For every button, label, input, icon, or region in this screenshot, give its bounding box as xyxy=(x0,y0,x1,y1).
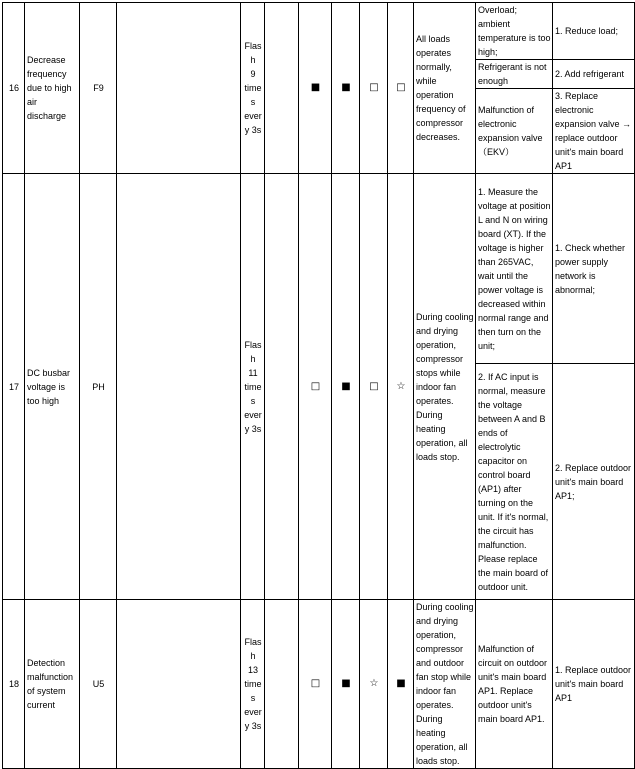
fault-number: 17 xyxy=(3,174,25,600)
possible-cause: Malfunction of circuit on outdoor unit's main board AP1. Replace outdoor unit's main board AP1. xyxy=(476,600,553,769)
flash-count: 11 times xyxy=(244,367,262,406)
flash-count: 13 times xyxy=(244,665,262,703)
table-row xyxy=(3,174,635,364)
flash-interval: every 3s xyxy=(244,111,262,135)
flash-indicator xyxy=(241,600,265,769)
unit-condition: During cooling and drying operation, compressor and outdoor fan stop while indoor fan operates. During heating operation, all loads stop. xyxy=(414,600,476,769)
unit-condition: All loads operates normally, while operation frequency of compressor decreases. xyxy=(414,3,476,174)
solution: 3. Replace electronic expansion valve → replace outdoor unit's main board AP1 xyxy=(553,89,635,174)
table-row xyxy=(3,600,635,769)
blank-cell xyxy=(265,600,299,769)
fault-code: F9 xyxy=(80,3,117,174)
fault-description: Detection malfunction of system current xyxy=(25,600,80,769)
table-row xyxy=(3,3,635,60)
flash-count: 9 times xyxy=(244,69,262,107)
solution: 1. Replace outdoor unit's main board AP1 xyxy=(553,600,635,769)
possible-cause: Malfunction of electronic expansion valve （EKV） xyxy=(476,89,553,174)
blank-cell xyxy=(117,174,241,600)
fault-table xyxy=(2,2,635,769)
indicator-2: ■ xyxy=(332,3,360,174)
flash-interval: every 3s xyxy=(244,409,262,434)
flash-label: Flash xyxy=(244,637,262,661)
solution: 1. Check whether power supply network is abnormal; xyxy=(553,174,635,364)
blank-cell xyxy=(117,600,241,769)
possible-cause: 1. Measure the voltage at position L and N on wiring board (XT). If the voltage is higher than 265VAC, wait until the power voltage is decreased within normal range and then turn on the unit; xyxy=(476,174,553,364)
indicator-2: ■ xyxy=(332,600,360,769)
blank-cell xyxy=(265,174,299,600)
indicator-4: ■ xyxy=(388,600,414,769)
solution: 2. Add refrigerant xyxy=(553,60,635,89)
flash-label: Flash xyxy=(244,41,262,65)
indicator-2: ■ xyxy=(332,174,360,600)
indicator-3: □ xyxy=(360,174,388,600)
indicator-3: ☆ xyxy=(360,600,388,769)
indicator-1: ■ xyxy=(299,3,332,174)
indicator-3: □ xyxy=(360,3,388,174)
flash-label: Flash xyxy=(244,339,262,364)
indicator-1: □ xyxy=(299,174,332,600)
unit-condition: During cooling and drying operation, compressor stops while indoor fan operates. During heating operation, all loads stop. xyxy=(414,174,476,600)
flash-indicator xyxy=(241,174,265,600)
indicator-1: □ xyxy=(299,600,332,769)
blank-cell xyxy=(265,3,299,174)
solution: 2. Replace outdoor unit's main board AP1; xyxy=(553,364,635,600)
blank-cell xyxy=(117,3,241,174)
fault-description: DC busbar voltage is too high xyxy=(25,174,80,600)
indicator-4: ☆ xyxy=(388,174,414,600)
fault-number: 18 xyxy=(3,600,25,769)
flash-interval: every 3s xyxy=(244,707,262,731)
indicator-4: □ xyxy=(388,3,414,174)
fault-number: 16 xyxy=(3,3,25,174)
fault-description: Decrease frequency due to high air discharge xyxy=(25,3,80,174)
possible-cause: Overload; ambient temperature is too high; xyxy=(476,3,553,60)
possible-cause: Refrigerant is not enough xyxy=(476,60,553,89)
possible-cause: 2. If AC input is normal, measure the voltage between A and B ends of electrolytic capacitor on control board (AP1) after turning on the unit. If it's normal, the circuit has malfunction. Please replace the main board of outdoor unit. xyxy=(476,364,553,600)
fault-code: PH xyxy=(80,174,117,600)
fault-code: U5 xyxy=(80,600,117,769)
solution: 1. Reduce load; xyxy=(553,3,635,60)
flash-indicator xyxy=(241,3,265,174)
